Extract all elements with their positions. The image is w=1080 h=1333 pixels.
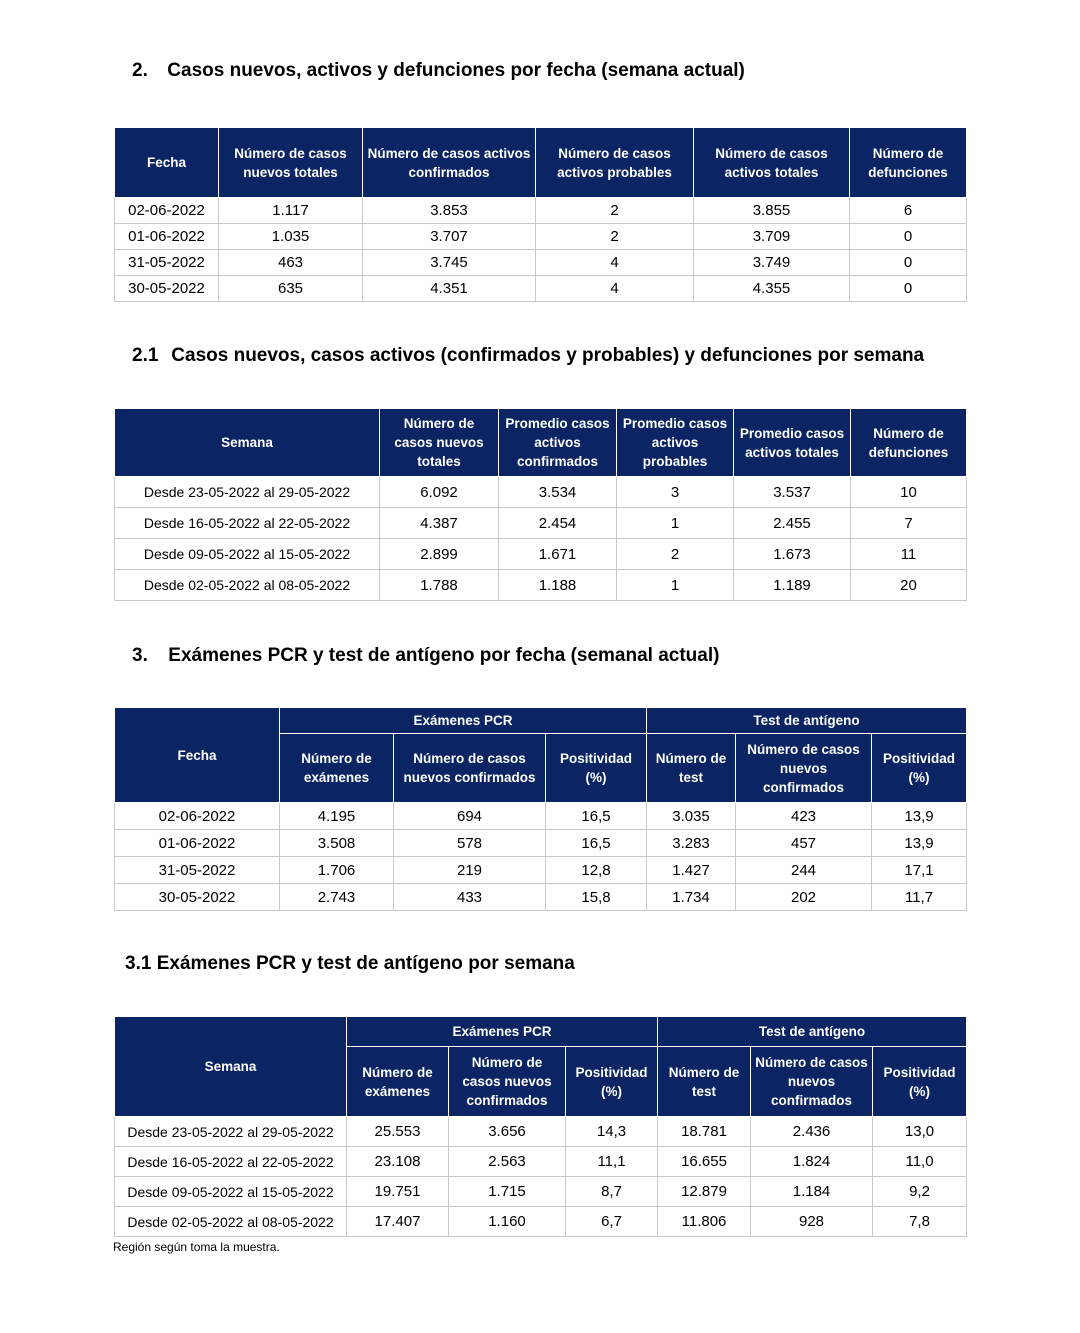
data-cell: 244 <box>736 857 872 884</box>
group-header: Exámenes PCR <box>280 708 647 734</box>
column-header: Promedio casos activos totales <box>734 409 851 477</box>
section-title: Exámenes PCR y test de antígeno por fecha (semanal actual) <box>168 645 720 666</box>
table-row <box>115 857 967 884</box>
table-cases-by-date <box>114 127 967 302</box>
data-cell: 1.824 <box>751 1147 873 1177</box>
data-cell: 2.563 <box>449 1147 566 1177</box>
data-cell: 202 <box>736 884 872 911</box>
column-header: Número de casos nuevos totales <box>380 409 499 477</box>
data-cell: 17,1 <box>872 857 967 884</box>
data-cell: 1.117 <box>219 198 363 224</box>
data-cell: 12.879 <box>658 1177 751 1207</box>
data-cell: 3.749 <box>694 250 850 276</box>
row-label-cell: Desde 16-05-2022 al 22-05-2022 <box>115 1147 347 1177</box>
row-label-cell: Desde 23-05-2022 al 29-05-2022 <box>115 1117 347 1147</box>
row-label-cell: Desde 09-05-2022 al 15-05-2022 <box>115 539 380 570</box>
row-label-cell: Desde 02-05-2022 al 08-05-2022 <box>115 1207 347 1237</box>
column-header: Número de exámenes <box>280 734 394 803</box>
column-header: Número de defunciones <box>850 128 967 198</box>
data-cell: 3.534 <box>499 477 617 508</box>
table-row <box>115 198 967 224</box>
data-cell: 11.806 <box>658 1207 751 1237</box>
data-cell: 1.788 <box>380 570 499 601</box>
column-header: Fecha <box>115 708 280 803</box>
data-cell: 11,7 <box>872 884 967 911</box>
section-title: Casos nuevos, activos y defunciones por fecha (semana actual) <box>167 60 745 81</box>
data-cell: 4 <box>536 250 694 276</box>
data-cell: 3.855 <box>694 198 850 224</box>
data-cell: 423 <box>736 803 872 830</box>
data-cell: 1.734 <box>647 884 736 911</box>
data-cell: 928 <box>751 1207 873 1237</box>
section-title: Exámenes PCR y test de antígeno por semana <box>156 953 575 974</box>
data-cell: 2 <box>536 224 694 250</box>
data-cell: 4.387 <box>380 508 499 539</box>
table-row <box>115 250 967 276</box>
data-cell: 1.189 <box>734 570 851 601</box>
data-cell: 219 <box>394 857 546 884</box>
data-cell: 1 <box>617 570 734 601</box>
table-row <box>115 830 967 857</box>
data-cell: 694 <box>394 803 546 830</box>
data-cell: 2 <box>617 539 734 570</box>
column-header: Número de casos nuevos confirmados <box>449 1047 566 1117</box>
data-cell: 11 <box>851 539 967 570</box>
table-row <box>115 1177 967 1207</box>
data-cell: 2.436 <box>751 1117 873 1147</box>
table-row <box>115 477 967 508</box>
column-header: Semana <box>115 1017 347 1117</box>
data-cell: 4.195 <box>280 803 394 830</box>
data-cell: 4.355 <box>694 276 850 302</box>
data-cell: 16.655 <box>658 1147 751 1177</box>
data-cell: 3.537 <box>734 477 851 508</box>
data-cell: 1.673 <box>734 539 851 570</box>
row-label-cell: 31-05-2022 <box>115 250 219 276</box>
table-row <box>115 276 967 302</box>
section-number: 2.1 <box>132 345 159 366</box>
data-cell: 18.781 <box>658 1117 751 1147</box>
data-cell: 0 <box>850 250 967 276</box>
data-cell: 3.707 <box>363 224 536 250</box>
data-cell: 1.671 <box>499 539 617 570</box>
data-cell: 0 <box>850 224 967 250</box>
data-cell: 2.455 <box>734 508 851 539</box>
data-cell: 463 <box>219 250 363 276</box>
data-cell: 6,7 <box>566 1207 658 1237</box>
column-header: Número de casos activos totales <box>694 128 850 198</box>
data-cell: 2 <box>536 198 694 224</box>
data-cell: 15,8 <box>546 884 647 911</box>
table-row <box>115 803 967 830</box>
data-cell: 25.553 <box>347 1117 449 1147</box>
group-header: Exámenes PCR <box>347 1017 658 1047</box>
data-cell: 17.407 <box>347 1207 449 1237</box>
data-cell: 3.656 <box>449 1117 566 1147</box>
column-header: Fecha <box>115 128 219 198</box>
section-number: 2. <box>132 60 148 81</box>
data-cell: 3.709 <box>694 224 850 250</box>
row-label-cell: Desde 09-05-2022 al 15-05-2022 <box>115 1177 347 1207</box>
section-number: 3. <box>132 645 148 666</box>
data-cell: 2.743 <box>280 884 394 911</box>
table-tests-by-week <box>114 1016 967 1237</box>
data-cell: 13,9 <box>872 830 967 857</box>
data-cell: 10 <box>851 477 967 508</box>
data-cell: 433 <box>394 884 546 911</box>
group-header: Test de antígeno <box>658 1017 967 1047</box>
data-cell: 16,5 <box>546 830 647 857</box>
table-row <box>115 224 967 250</box>
data-cell: 6 <box>850 198 967 224</box>
data-cell: 13,0 <box>873 1117 967 1147</box>
data-cell: 11,0 <box>873 1147 967 1177</box>
column-header: Número de casos nuevos totales <box>219 128 363 198</box>
column-header: Positividad (%) <box>546 734 647 803</box>
section-3-1-heading <box>125 953 575 975</box>
section-2-heading <box>132 60 745 82</box>
row-label-cell: 30-05-2022 <box>115 884 280 911</box>
data-cell: 20 <box>851 570 967 601</box>
data-cell: 1.427 <box>647 857 736 884</box>
group-header-row <box>115 1017 967 1047</box>
row-label-cell: Desde 23-05-2022 al 29-05-2022 <box>115 477 380 508</box>
table-row <box>115 539 967 570</box>
data-cell: 12,8 <box>546 857 647 884</box>
row-label-cell: 02-06-2022 <box>115 198 219 224</box>
data-cell: 7,8 <box>873 1207 967 1237</box>
data-cell: 3.035 <box>647 803 736 830</box>
data-cell: 457 <box>736 830 872 857</box>
data-cell: 1.184 <box>751 1177 873 1207</box>
data-cell: 2.454 <box>499 508 617 539</box>
data-cell: 19.751 <box>347 1177 449 1207</box>
data-cell: 3 <box>617 477 734 508</box>
data-cell: 16,5 <box>546 803 647 830</box>
data-cell: 3.508 <box>280 830 394 857</box>
table-header-row <box>115 409 967 477</box>
table-cases-by-week <box>114 408 967 601</box>
data-cell: 1.188 <box>499 570 617 601</box>
group-header: Test de antígeno <box>647 708 967 734</box>
data-cell: 1 <box>617 508 734 539</box>
data-cell: 3.853 <box>363 198 536 224</box>
data-cell: 1.715 <box>449 1177 566 1207</box>
section-title: Casos nuevos, casos activos (confirmados y probables) y defunciones por semana <box>171 345 925 366</box>
data-cell: 13,9 <box>872 803 967 830</box>
data-cell: 1.035 <box>219 224 363 250</box>
column-header: Número de casos nuevos confirmados <box>736 734 872 803</box>
column-header: Número de casos nuevos confirmados <box>394 734 546 803</box>
table-row <box>115 570 967 601</box>
column-header: Número de defunciones <box>851 409 967 477</box>
column-header: Semana <box>115 409 380 477</box>
row-label-cell: Desde 02-05-2022 al 08-05-2022 <box>115 570 380 601</box>
column-header: Número de test <box>658 1047 751 1117</box>
data-cell: 3.745 <box>363 250 536 276</box>
column-header: Número de exámenes <box>347 1047 449 1117</box>
column-header: Número de casos activos probables <box>536 128 694 198</box>
data-cell: 578 <box>394 830 546 857</box>
column-header: Número de casos nuevos confirmados <box>751 1047 873 1117</box>
data-cell: 4.351 <box>363 276 536 302</box>
data-cell: 8,7 <box>566 1177 658 1207</box>
row-label-cell: 31-05-2022 <box>115 857 280 884</box>
column-header: Positividad (%) <box>872 734 967 803</box>
column-header: Positividad (%) <box>566 1047 658 1117</box>
section-2-1-heading <box>132 345 924 367</box>
row-label-cell: 01-06-2022 <box>115 224 219 250</box>
column-header: Promedio casos activos confirmados <box>499 409 617 477</box>
row-label-cell: Desde 16-05-2022 al 22-05-2022 <box>115 508 380 539</box>
data-cell: 23.108 <box>347 1147 449 1177</box>
table-tests-by-date <box>114 707 967 911</box>
data-cell: 6.092 <box>380 477 499 508</box>
table-row <box>115 1117 967 1147</box>
table-row <box>115 1147 967 1177</box>
data-cell: 0 <box>850 276 967 302</box>
group-header-row <box>115 708 967 734</box>
table-row <box>115 508 967 539</box>
row-label-cell: 30-05-2022 <box>115 276 219 302</box>
row-label-cell: 01-06-2022 <box>115 830 280 857</box>
table-header-row <box>115 128 967 198</box>
data-cell: 4 <box>536 276 694 302</box>
column-header: Positividad (%) <box>873 1047 967 1117</box>
column-header: Número de test <box>647 734 736 803</box>
section-3-heading <box>132 645 719 667</box>
data-cell: 1.706 <box>280 857 394 884</box>
data-cell: 3.283 <box>647 830 736 857</box>
data-cell: 2.899 <box>380 539 499 570</box>
column-header: Promedio casos activos probables <box>617 409 734 477</box>
data-cell: 11,1 <box>566 1147 658 1177</box>
footnote: Región según toma la muestra. <box>113 1240 280 1254</box>
row-label-cell: 02-06-2022 <box>115 803 280 830</box>
data-cell: 635 <box>219 276 363 302</box>
table-row <box>115 1207 967 1237</box>
section-number: 3.1 <box>125 953 152 974</box>
data-cell: 9,2 <box>873 1177 967 1207</box>
column-header: Número de casos activos confirmados <box>363 128 536 198</box>
data-cell: 1.160 <box>449 1207 566 1237</box>
data-cell: 14,3 <box>566 1117 658 1147</box>
data-cell: 7 <box>851 508 967 539</box>
table-row <box>115 884 967 911</box>
